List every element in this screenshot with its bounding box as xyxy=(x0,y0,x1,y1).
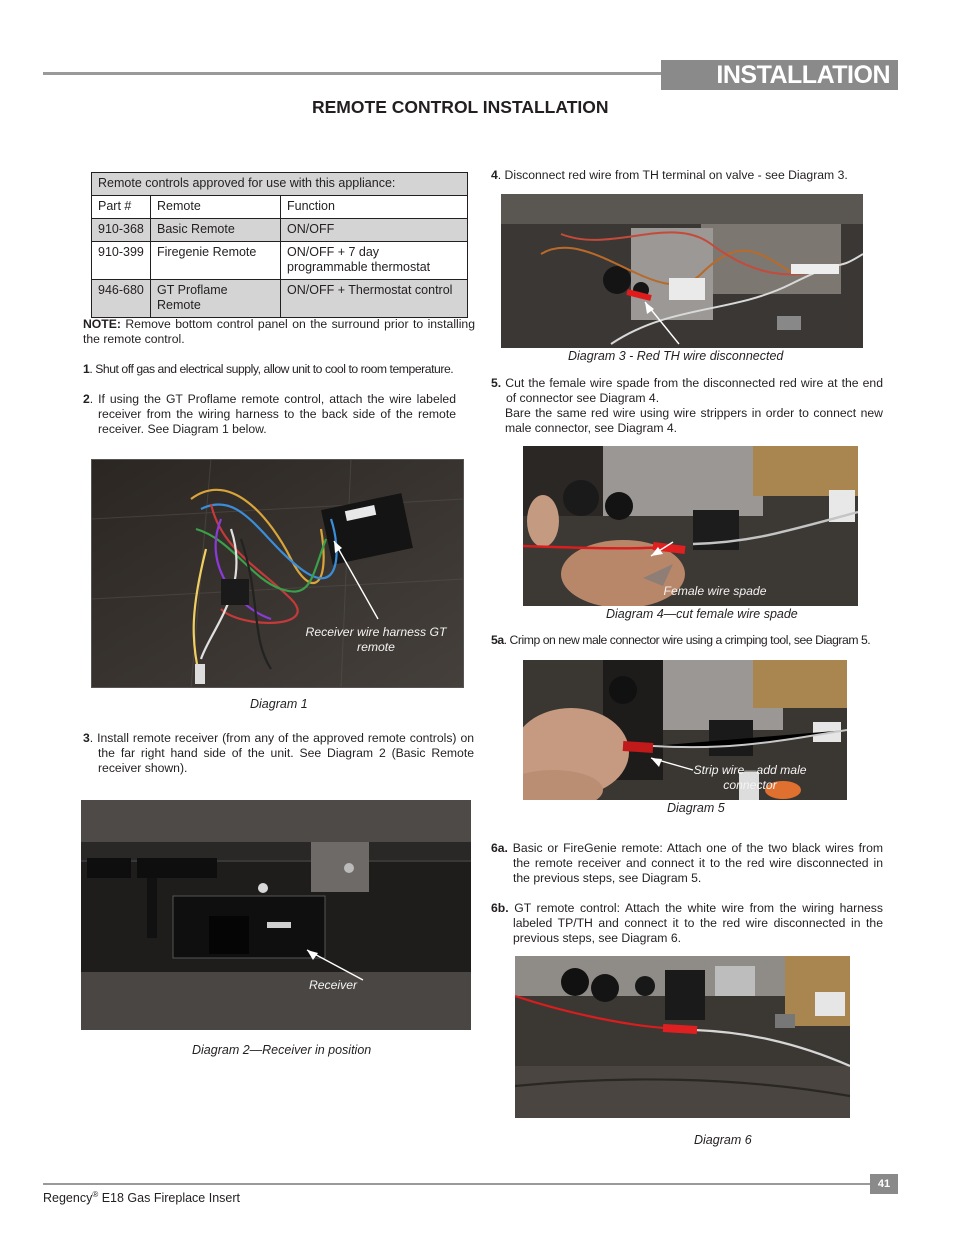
diagram-6-caption: Diagram 6 xyxy=(694,1133,752,1147)
header-rule xyxy=(43,72,661,75)
table-header-cell: Part # xyxy=(92,196,151,219)
step-number: 6b. xyxy=(491,901,509,915)
step-text: Cut the female wire spade from the disconnected red wire at the end of connector see Diagram 4. xyxy=(501,376,883,405)
step-number: 5a xyxy=(491,633,504,647)
section-title: REMOTE CONTROL INSTALLATION xyxy=(312,97,609,117)
diagram-1-photo xyxy=(91,459,464,688)
step-text: GT remote control: Attach the white wire from the wiring harness labeled TP/TH and connect it to the red wire disconnected in the previous steps, see Diagram 6. xyxy=(508,901,883,945)
note-text: Remove bottom control panel on the surround prior to installing the remote control. xyxy=(83,317,475,346)
step-text: . Install remote receiver (from any of the approved remote controls) on the far right hand side of the unit. See Diagram 2 (Basic Remote receiver shown). xyxy=(89,731,474,775)
step-5-continued: Bare the same red wire using wire strippers in order to connect new male connector, see Diagram 4. xyxy=(505,406,883,435)
page-number: 41 xyxy=(870,1174,898,1194)
diagram-5-label: Strip wire—add male connector xyxy=(693,763,807,792)
table-cell: Firegenie Remote xyxy=(151,242,281,280)
table-cell: ON/OFF + Thermostat control xyxy=(281,280,468,318)
diagram-4-caption: Diagram 4—cut female wire spade xyxy=(606,607,798,621)
footer-brand: Regency xyxy=(43,1191,93,1206)
diagram-5-caption: Diagram 5 xyxy=(667,801,725,815)
footer-product: E18 Gas Fireplace Insert xyxy=(98,1191,240,1206)
step-6a xyxy=(491,841,883,886)
diagram-2-label: Receiver xyxy=(308,978,358,992)
step-1 xyxy=(83,362,475,377)
diagram-1-label: Receiver wire harness GT remote xyxy=(305,625,447,654)
footer-rule xyxy=(43,1183,898,1185)
step-text: Basic or FireGenie remote: Attach one of the two black wires from the remote receiver and connect it to the red wire disconnected in the previous steps, see Diagram 5. xyxy=(507,841,883,885)
step-6b xyxy=(491,901,883,946)
table-cell: GT Proflame Remote xyxy=(151,280,281,318)
table-cell: 946-680 xyxy=(92,280,151,318)
diagram-4-photo xyxy=(523,446,858,606)
table-header-row xyxy=(92,196,468,219)
step-number: 4 xyxy=(491,168,498,182)
note-label: NOTE: xyxy=(83,317,121,331)
table-header-cell: Remote xyxy=(151,196,281,219)
diagram-4-label: Female wire spade xyxy=(663,584,767,598)
table-header-cell: Function xyxy=(281,196,468,219)
step-text: . Disconnect red wire from TH terminal on valve - see Diagram 3. xyxy=(497,168,848,182)
step-4 xyxy=(491,168,883,183)
step-number: 2 xyxy=(83,392,90,406)
diagram-2-caption: Diagram 2—Receiver in position xyxy=(192,1043,372,1057)
table-caption-row xyxy=(92,173,468,196)
step-3 xyxy=(83,731,474,776)
table-cell: ON/OFF xyxy=(281,219,468,242)
step-5a xyxy=(491,633,883,648)
table-cell: ON/OFF + 7 day programmable thermostat xyxy=(281,242,468,280)
page-title: INSTALLATION xyxy=(716,61,890,89)
diagram-3-photo xyxy=(501,194,863,348)
step-number: 3 xyxy=(83,731,90,745)
step-number: 1 xyxy=(83,362,90,376)
approved-remotes-table xyxy=(91,172,468,318)
table-row xyxy=(92,219,468,242)
step-text: . If using the GT Proflame remote control, attach the wire labeled receiver from the wiring harness to the back side of the remote receiver. See Diagram 1 below. xyxy=(89,392,456,436)
diagram-1-caption: Diagram 1 xyxy=(250,697,308,711)
step-text: . Crimp on new male connector wire using a crimping tool, see Diagram 5. xyxy=(503,633,871,647)
step-2 xyxy=(83,392,456,437)
diagram-5-photo xyxy=(523,660,847,800)
registered-mark: ® xyxy=(92,1190,99,1199)
table-row xyxy=(92,280,468,318)
table-cell: 910-399 xyxy=(92,242,151,280)
footer-product-name xyxy=(43,1187,240,1206)
table-row xyxy=(92,242,468,280)
diagram-6-photo xyxy=(515,956,850,1118)
diagram-2-photo xyxy=(81,800,471,1030)
table-caption: Remote controls approved for use with this appliance: xyxy=(92,173,468,196)
diagram-3-caption: Diagram 3 - Red TH wire disconnected xyxy=(568,349,784,363)
step-number: 5. xyxy=(491,376,502,390)
step-text: . Shut off gas and electrical supply, allow unit to cool to room temperature. xyxy=(89,362,454,376)
step-number: 6a. xyxy=(491,841,508,855)
table-cell: Basic Remote xyxy=(151,219,281,242)
step-5 xyxy=(491,376,883,406)
table-cell: 910-368 xyxy=(92,219,151,242)
note-paragraph xyxy=(83,317,475,347)
